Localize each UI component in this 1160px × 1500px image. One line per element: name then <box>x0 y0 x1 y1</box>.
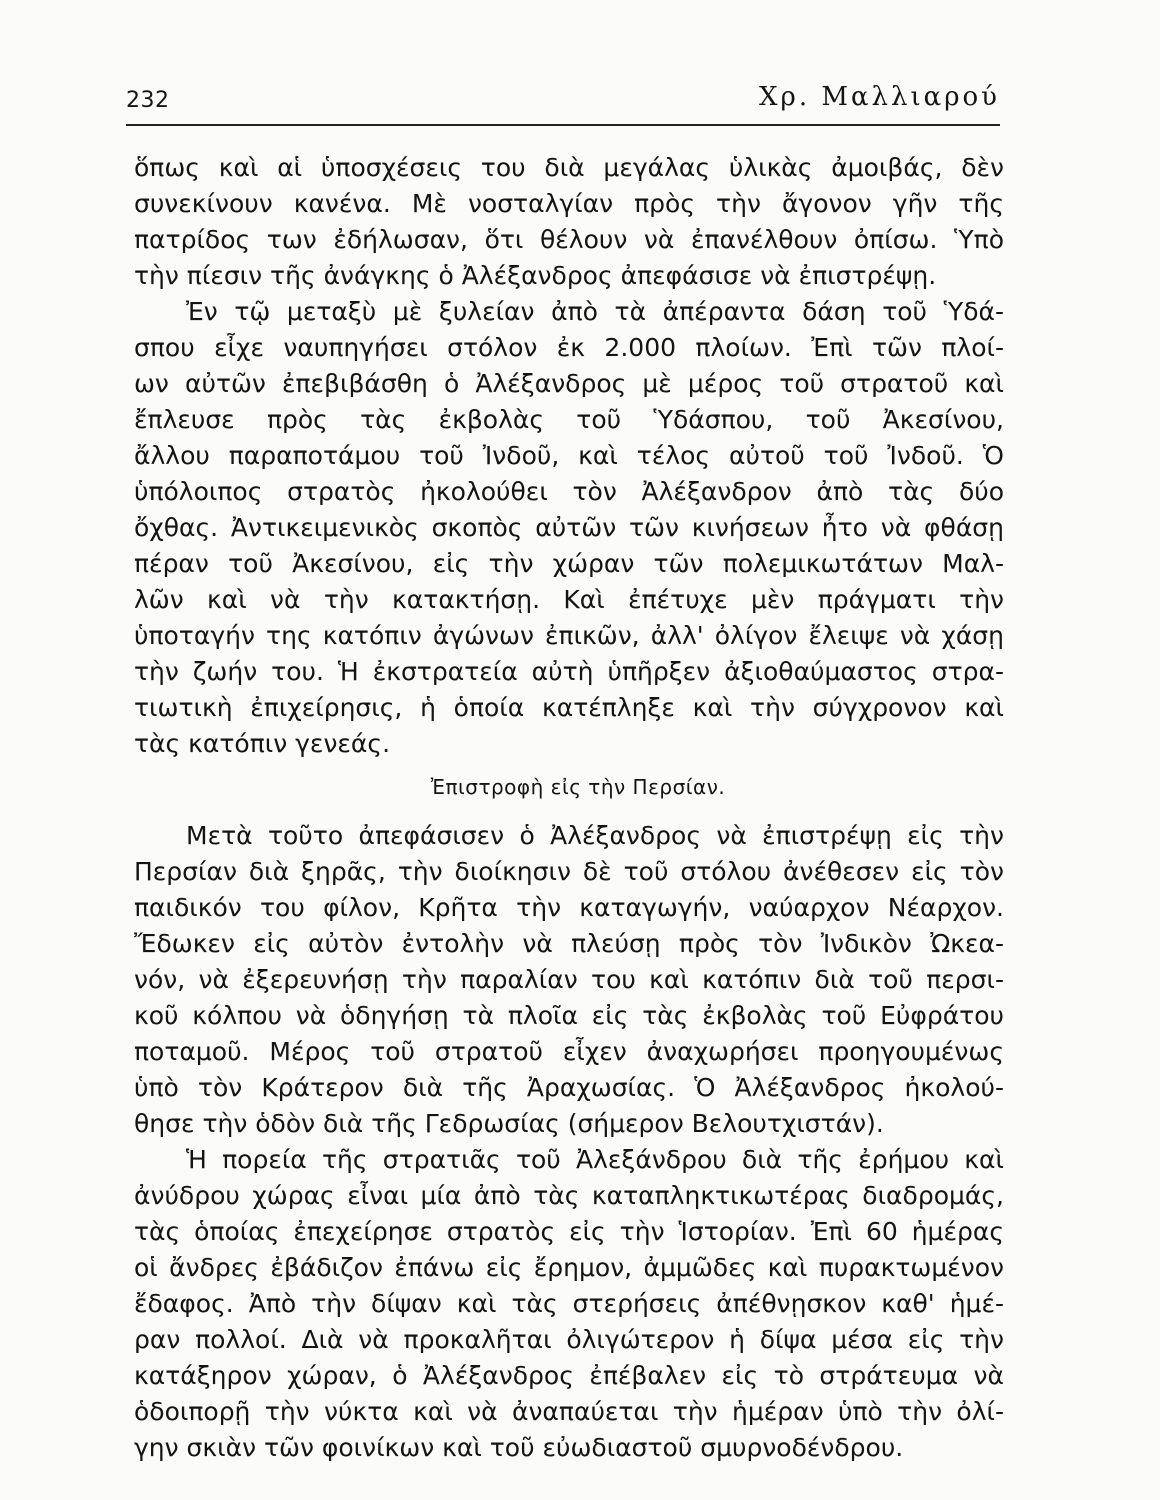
running-title: Χρ. Μαλλιαρού <box>759 82 1000 112</box>
paragraph <box>134 1142 1004 1466</box>
page-number: 232 <box>126 88 170 113</box>
text-line: τὴν πίεσιν τῆς ἀνάγκης ὁ Ἀλέξανδρος ἀπεφάσισε νὰ ἐπιστρέψῃ. <box>134 261 937 290</box>
text-line: λῶν καὶ νὰ τὴν κατακτήσῃ. Καὶ ἐπέτυχε μὲν πράγματι τὴν <box>134 585 1004 614</box>
paragraph <box>134 294 1004 762</box>
text-line: πατρίδος των ἐδήλωσαν, ὅτι θέλουν νὰ ἐπανέλθουν ὀπίσω. Ὑπὸ <box>134 225 1004 254</box>
text-line: ὑπόλοιπος στρατὸς ἠκολούθει τὸν Ἀλέξανδρον ἀπὸ τὰς δύο <box>134 477 1004 506</box>
text-line: Μετὰ τοῦτο ἀπεφάσισεν ὁ Ἀλέξανδρος νὰ ἐπιστρέψῃ εἰς τὴν <box>186 821 1004 850</box>
text-line: θησε τὴν ὁδὸν διὰ τῆς Γεδρωσίας (σήμερον Βελουτχιστάν). <box>134 1109 884 1138</box>
paragraph <box>134 150 1004 294</box>
text-line: τιωτικὴ ἐπιχείρησις, ἡ ὁποία κατέπληξε καὶ τὴν σύγχρονον καὶ <box>134 693 1004 722</box>
text-line: Περσίαν διὰ ξηρᾶς, τὴν διοίκησιν δὲ τοῦ στόλου ἀνέθεσεν εἰς τὸν <box>134 857 1004 886</box>
text-line: ἔπλευσε πρὸς τὰς ἐκβολὰς τοῦ Ὑδάσπου, τοῦ Ἀκεσίνου, <box>134 405 1004 434</box>
text-line: ραν πολλοί. Διὰ νὰ προκαλῆται ὀλιγώτερον ἡ δίψα μέσα εἰς τὴν <box>134 1325 1004 1354</box>
text-line: σπου εἶχε ναυπηγήσει στόλον ἐκ 2.000 πλοίων. Ἐπὶ τῶν πλοί- <box>134 333 1004 362</box>
text-line: τὰς ὁποίας ἐπεχείρησε στρατὸς εἰς τὴν Ἱστορίαν. Ἐπὶ 60 ἡμέρας <box>134 1217 1004 1246</box>
text-line: τὴν ζωήν του. Ἡ ἐκστρατεία αὐτὴ ὑπῆρξεν ἀξιοθαύμαστος στρα- <box>134 657 1004 686</box>
text-line: Ἡ πορεία τῆς στρατιᾶς τοῦ Ἀλεξάνδρου διὰ τῆς ἐρήμου καὶ <box>186 1145 1004 1174</box>
page-header <box>126 70 1000 126</box>
text-line: ὄχθας. Ἀντικειμενικὸς σκοπὸς αὐτῶν τῶν κινήσεων ἦτο νὰ φθάσῃ <box>134 513 1004 542</box>
section-heading: Ἐπιστροφὴ εἰς τὴν Περσίαν. <box>430 775 726 799</box>
text-line: γην σκιὰν τῶν φοινίκων καὶ τοῦ εὐωδιαστοῦ σμυρνοδένδρου. <box>134 1433 904 1462</box>
paragraph <box>134 818 1004 1142</box>
text-line: νόν, νὰ ἐξερευνήσῃ τὴν παραλίαν του καὶ κατόπιν διὰ τοῦ περσι- <box>134 965 1004 994</box>
text-line: ποταμοῦ. Μέρος τοῦ στρατοῦ εἶχεν ἀναχωρήσει προηγουμένως <box>134 1037 1004 1066</box>
text-line: ων αὐτῶν ἐπεβιβάσθη ὁ Ἀλέξανδρος μὲ μέρος τοῦ στρατοῦ καὶ <box>134 369 1004 398</box>
text-line: ὑπὸ τὸν Κράτερον διὰ τῆς Ἀραχωσίας. Ὁ Ἀλέξανδρος ἠκολού- <box>134 1073 1004 1102</box>
text-line: κοῦ κόλπου νὰ ὁδηγήσῃ τὰ πλοῖα εἰς τὰς ἐκβολὰς τοῦ Εὐφράτου <box>134 1001 1004 1030</box>
text-line: οἱ ἄνδρες ἐβάδιζον ἐπάνω εἰς ἔρημον, ἀμμῶδες καὶ πυρακτωμένον <box>134 1253 1004 1282</box>
text-line: ἀνύδρου χώρας εἶναι μία ἀπὸ τὰς καταπληκτικωτέρας διαδρομάς, <box>134 1181 1004 1210</box>
text-line: πέραν τοῦ Ἀκεσίνου, εἰς τὴν χώραν τῶν πολεμικωτάτων Μαλ- <box>134 549 1004 578</box>
text-line: ὅπως καὶ αἱ ὑποσχέσεις του διὰ μεγάλας ὑλικὰς ἀμοιβάς, δὲν <box>134 153 1004 182</box>
text-line: ὁδοιπορῇ τὴν νύκτα καὶ νὰ ἀναπαύεται τὴν ἡμέραν ὑπὸ τὴν ὀλί- <box>134 1397 1004 1426</box>
text-line: τὰς κατόπιν γενεάς. <box>134 729 391 758</box>
text-line: κατάξηρον χώραν, ὁ Ἀλέξανδρος ἐπέβαλεν εἰς τὸ στράτευμα νὰ <box>134 1361 1004 1390</box>
text-line: ἔδαφος. Ἀπὸ τὴν δίψαν καὶ τὰς στερήσεις ἀπέθνῃσκον καθ' ἡμέ- <box>134 1289 1004 1318</box>
body-text <box>134 150 1004 1466</box>
text-line: ὑποταγήν της κατόπιν ἀγώνων ἐπικῶν, ἀλλ' ὀλίγον ἔλειψε νὰ χάσῃ <box>134 621 1004 650</box>
text-line: συνεκίνουν κανένα. Μὲ νοσταλγίαν πρὸς τὴν ἄγονον γῆν τῆς <box>134 189 1004 218</box>
text-line: παιδικόν του φίλον, Κρῆτα τὴν καταγωγήν, ναύαρχον Νέαρχον. <box>134 893 1004 922</box>
text-line: Ἐν τῷ μεταξὺ μὲ ξυλείαν ἀπὸ τὰ ἀπέραντα δάση τοῦ Ὑδά- <box>186 297 1004 326</box>
text-line: ἄλλου παραποτάμου τοῦ Ἰνδοῦ, καὶ τέλος αὐτοῦ τοῦ Ἰνδοῦ. Ὁ <box>134 441 1004 470</box>
text-line: Ἔδωκεν εἰς αὐτὸν ἐντολὴν νὰ πλεύσῃ πρὸς τὸν Ἰνδικὸν Ὠκεα- <box>134 929 1004 958</box>
